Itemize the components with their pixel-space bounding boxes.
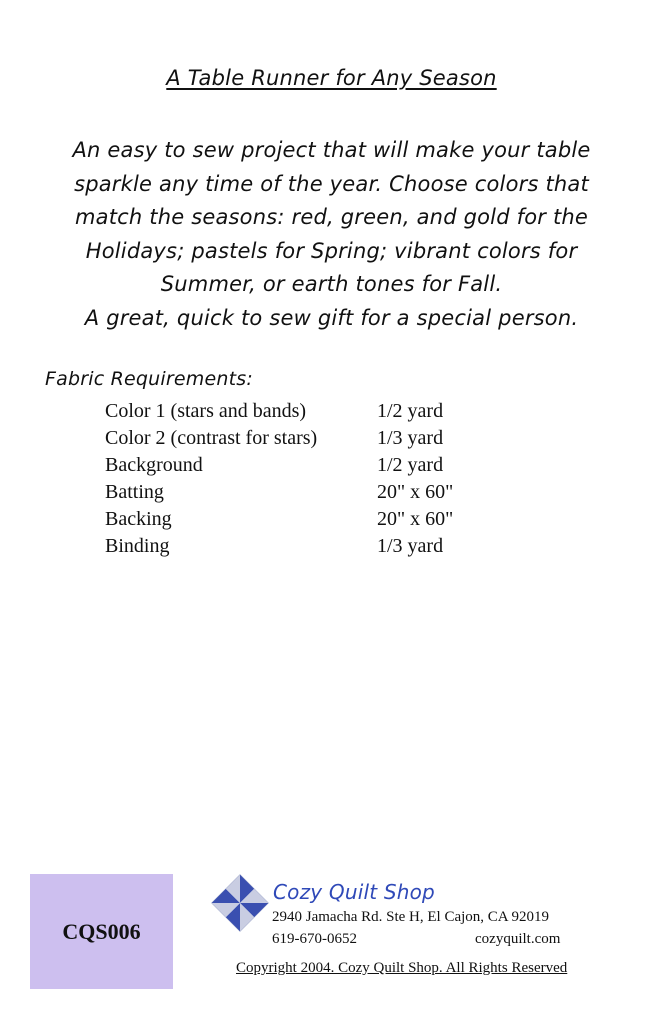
requirement-quantity: 1/3 yard (377, 427, 444, 449)
page-title: A Table Runner for Any Season (166, 66, 497, 90)
requirement-item: Batting (105, 481, 164, 503)
requirement-item: Color 2 (contrast for stars) (105, 427, 318, 449)
requirement-item: Background (105, 454, 203, 476)
shop-website: cozyquilt.com (475, 931, 561, 947)
requirement-row (105, 479, 453, 506)
requirement-row (105, 425, 453, 452)
requirement-row (105, 398, 453, 425)
intro-line: sparkle any time of the year. Choose colors that (74, 171, 589, 196)
requirement-quantity: 1/2 yard (377, 400, 444, 422)
requirement-quantity: 1/2 yard (377, 454, 444, 476)
requirement-row (105, 533, 453, 560)
requirement-quantity: 20" x 60" (377, 508, 454, 530)
shop-phone: 619-670-0652 (272, 931, 357, 947)
intro-line: An easy to sew project that will make your table (72, 138, 591, 162)
fabric-requirements-list (105, 398, 453, 560)
shop-address: 2940 Jamacha Rd. Ste H, El Cajon, CA 92019 (272, 909, 550, 925)
intro-line: match the seasons: red, green, and gold for the (74, 205, 589, 229)
fabric-requirements-heading: Fabric Requirements: (45, 368, 253, 390)
product-code-badge (30, 874, 173, 989)
intro-line: Holidays; pastels for Spring; vibrant colors for (85, 238, 578, 263)
product-code: CQS006 (62, 918, 141, 944)
requirement-item: Binding (105, 535, 170, 557)
requirement-quantity: 1/3 yard (377, 535, 444, 557)
requirement-item: Color 1 (stars and bands) (105, 400, 307, 422)
intro-paragraph (30, 134, 633, 335)
shop-name: Cozy Quilt Shop (273, 880, 435, 904)
intro-line: Summer, or earth tones for Fall. (160, 272, 503, 296)
requirement-row (105, 452, 453, 479)
copyright-notice: Copyright 2004. Cozy Quilt Shop. All Rights Reserved (236, 960, 568, 976)
requirement-quantity: 20" x 60" (377, 481, 454, 503)
requirement-row (105, 506, 453, 533)
intro-line: A great, quick to sew gift for a special person. (84, 305, 579, 330)
pinwheel-quilt-block-icon (210, 873, 270, 933)
requirement-item: Backing (105, 508, 172, 530)
